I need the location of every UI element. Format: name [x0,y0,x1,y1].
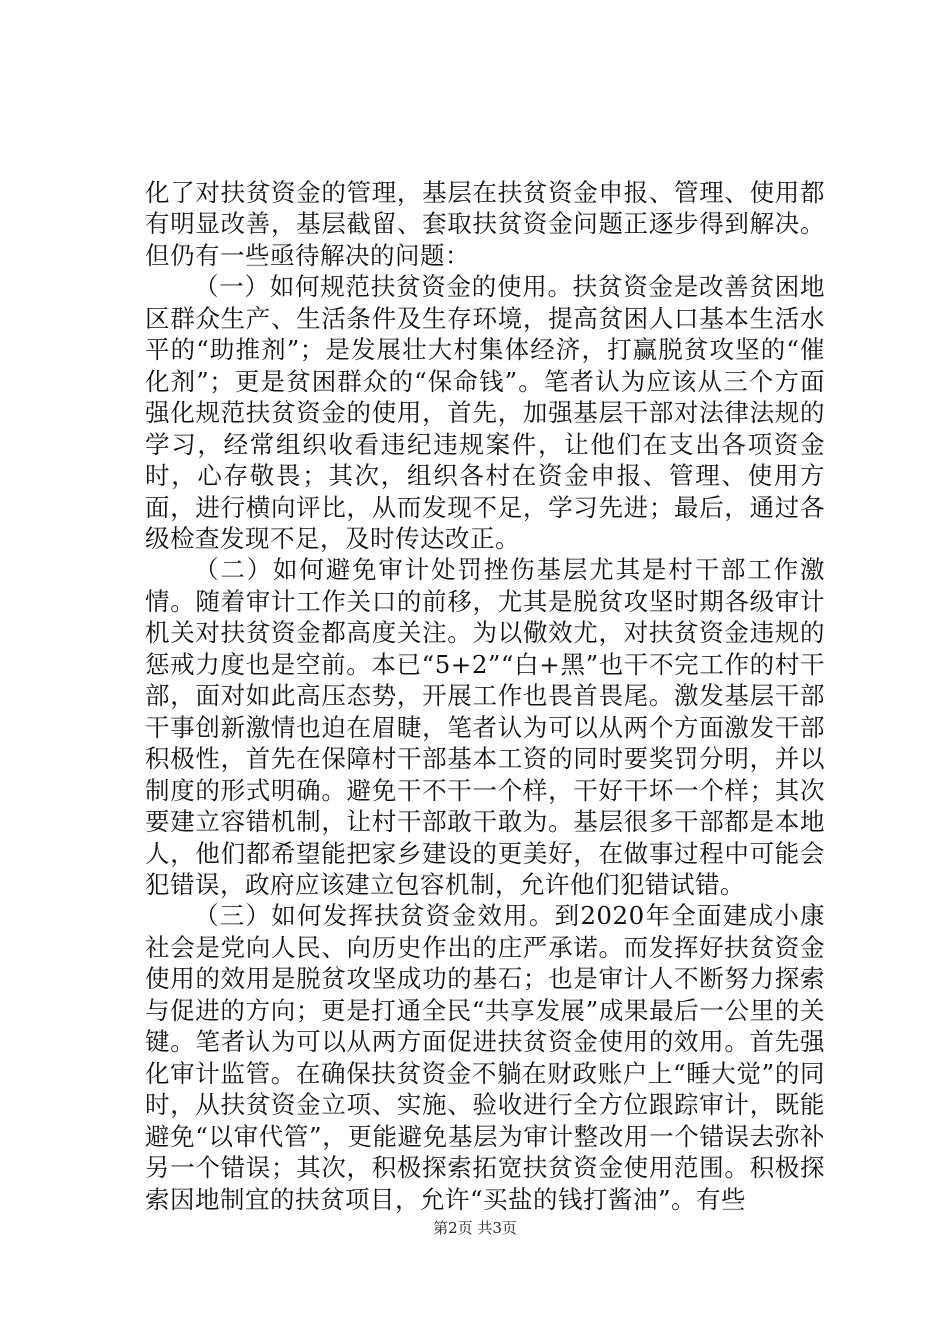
paragraph-intro: 化了对扶贫资金的管理，基层在扶贫资金申报、管理、使用都有明显改善，基层截留、套取扶贫资金问题正逐步得到解决。但仍有一些亟待解决的问题： [145,178,825,270]
document-body [145,177,825,1215]
paragraph-section-3: （三）如何发挥扶贫资金效用。到2020年全面建成小康社会是党向人民、向历史作出的庄严承诺。而发挥好扶贫资金使用的效用是脱贫攻坚成功的基石；也是审计人不断努力探索与促进的方向；更是打通全民“共享发展”成果最后一公里的关键。笔者认为可以从两方面促进扶贫资金使用的效用。首先强化审计监管。在确保扶贫资金不躺在财政账户上“睡大觉”的同时，从扶贫资金立项、实施、验收进行全方位跟踪审计，既能避免“以审代管”，更能避免基层为审计整改用一个错误去弥补另一个错误；其次，积极探索拓宽扶贫资金使用范围。积极探索因地制宜的扶贫项目，允许“买盐的钱打酱油”。有些 [145,901,825,1214]
page-number-footer: 第2页 共3页 [433,1219,517,1237]
paragraph-section-2: （二）如何避免审计处罚挫伤基层尤其是村干部工作激情。随着审计工作关口的前移，尤其是脱贫攻坚时期各级审计机关对扶贫资金都高度关注。为以儆效尤，对扶贫资金违规的惩戒力度也是空前。本已“5+2”“白+黑”也干不完工作的村干部，面对如此高压态势，开展工作也畏首畏尾。激发基层干部干事创新激情也迫在眉睫，笔者认为可以从两个方面激发干部积极性，首先在保障村干部基本工资的同时要奖罚分明，并以制度的形式明确。避免干不干一个样，干好干坏一个样；其次要建立容错机制，让村干部敢干敢为。基层很多干部都是本地人，他们都希望能把家乡建设的更美好，在做事过程中可能会犯错误，政府应该建立包容机制，允许他们犯错试错。 [145,555,825,899]
paragraph-section-1: （一）如何规范扶贫资金的使用。扶贫资金是改善贫困地区群众生产、生活条件及生存环境，提高贫困人口基本生活水平的“助推剂”；是发展壮大村集体经济，打赢脱贫攻坚的“催化剂”；更是贫困群众的“保命钱”。笔者认为应该从三个方面强化规范扶贫资金的使用，首先，加强基层干部对法律法规的学习，经常组织收看违纪违规案件，让他们在支出各项资金时，心存敬畏；其次，组织各村在资金申报、管理、使用方面，进行横向评比，从而发现不足，学习先进；最后，通过各级检查发现不足，及时传达改正。 [145,272,825,553]
